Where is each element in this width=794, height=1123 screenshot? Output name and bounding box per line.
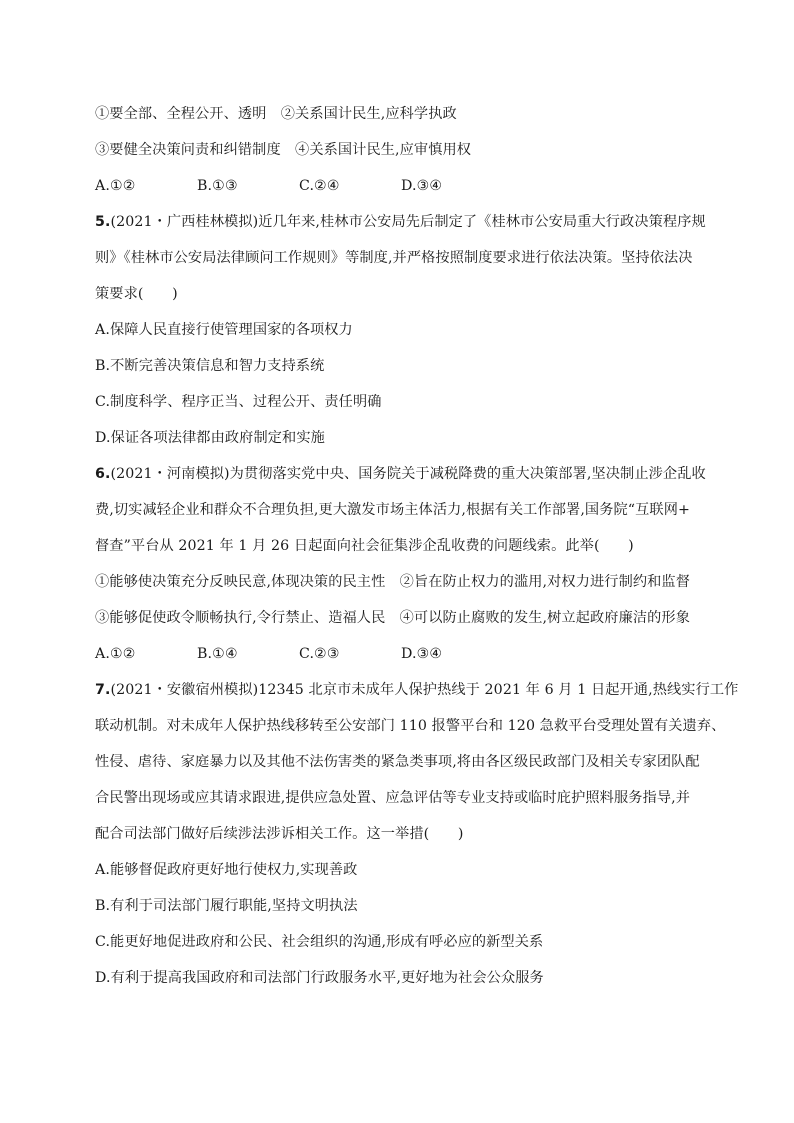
q6-stem-line-3: 督查”平台从 2021 年 1 月 26 日起面向社会征集涉企乱收费的问题线索。此举( ) [95, 538, 634, 554]
q7-option-a: A.能够督促政府更好地行使权力,实现善政 [95, 862, 358, 878]
q5-stem-line-3: 策要求( ) [95, 286, 178, 302]
q4-option-b: B.①③ [197, 178, 238, 194]
q6-option-d: D.③④ [401, 646, 443, 662]
q6-stem-line-1 [95, 464, 706, 484]
q6-statement-line-2: ③能够促使政令顺畅执行,令行禁止、造福人民 ④可以防止腐败的发生,树立起政府廉洁的形象 [95, 610, 691, 626]
q7-stem-line-3: 性侵、虐待、家庭暴力以及其他不法伤害类的紧急类事项,将由各区级民政部门及相关专家团队配 [95, 754, 700, 770]
q4-option-c: C.②④ [299, 178, 340, 194]
q7-number: 7. [95, 682, 111, 698]
q4-statement-line-1: ①要全部、全程公开、透明 ②关系国计民生,应科学执政 [95, 106, 457, 122]
q5-stem-line-1 [95, 212, 706, 232]
q6-option-b: B.①④ [197, 646, 238, 662]
q6-statement-line-1: ①能够使决策充分反映民意,体现决策的民主性 ②旨在防止权力的滥用,对权力进行制约和监督 [95, 574, 691, 590]
q4-option-d: D.③④ [401, 178, 443, 194]
q6-options [95, 644, 503, 664]
q5-option-d: D.保证各项法律都由政府制定和实施 [95, 430, 325, 446]
q5-option-c: C.制度科学、程序正当、过程公开、责任明确 [95, 394, 382, 410]
q5-option-b: B.不断完善决策信息和智力支持系统 [95, 358, 325, 374]
q6-stem-text-1: (2021・河南模拟)为贯彻落实党中央、国务院关于减税降费的重大决策部署,坚决制止涉企乱收 [110, 466, 706, 482]
q5-stem-text-1: (2021・广西桂林模拟)近几年来,桂林市公安局先后制定了《桂林市公安局重大行政决策程序规 [110, 214, 706, 230]
q7-stem-text-1: (2021・安徽宿州模拟)12345 北京市未成年人保护热线于 2021 年 6 月 1 日起开通,热线实行工作 [110, 682, 739, 698]
q4-options [95, 176, 503, 196]
q6-option-a: A.①② [95, 646, 136, 662]
q4-option-a: A.①② [95, 178, 136, 194]
q7-stem-line-2: 联动机制。对未成年人保护热线移转至公安部门 110 报警平台和 120 急救平台受理处置有关遗弃、 [95, 718, 726, 734]
q6-option-c: C.②③ [299, 646, 340, 662]
q7-stem-line-1 [95, 680, 738, 700]
q4-statement-line-2: ③要健全决策问责和纠错制度 ④关系国计民生,应审慎用权 [95, 142, 472, 158]
q6-stem-line-2: 费,切实减轻企业和群众不合理负担,更大激发市场主体活力,根据有关工作部署,国务院“互联网+ [95, 502, 690, 518]
q7-stem-line-5: 配合司法部门做好后续涉法涉诉相关工作。这一举措( ) [95, 826, 464, 842]
q7-stem-line-4: 合民警出现场或应其请求跟进,提供应急处置、应急评估等专业支持或临时庇护照料服务指导,并 [95, 790, 691, 806]
q6-number: 6. [95, 466, 111, 482]
q7-option-d: D.有利于提高我国政府和司法部门行政服务水平,更好地为社会公众服务 [95, 970, 544, 986]
q5-number: 5. [95, 214, 111, 230]
q5-stem-line-2: 则》《桂林市公安局法律顾问工作规则》等制度,并严格按照制度要求进行依法决策。坚持依法决 [95, 250, 693, 266]
q7-option-c: C.能更好地促进政府和公民、社会组织的沟通,形成有呼必应的新型关系 [95, 934, 544, 950]
q5-option-a: A.保障人民直接行使管理国家的各项权力 [95, 322, 353, 338]
q7-option-b: B.有利于司法部门履行职能,坚持文明执法 [95, 898, 358, 914]
